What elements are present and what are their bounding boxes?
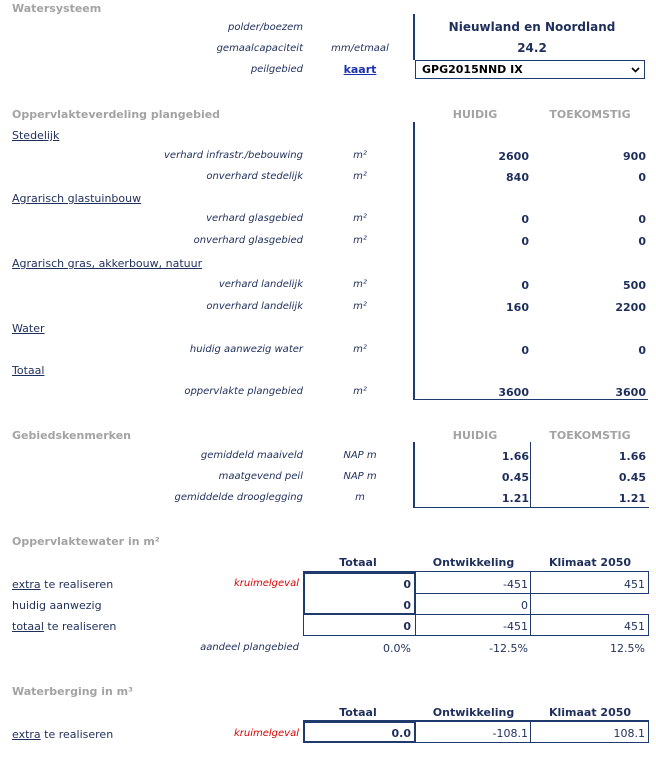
section-title-gebiedskenmerken: Gebiedskenmerken [12,429,131,442]
toekomstig-value: 3600 [615,386,646,399]
berging-extra-te-realiseren-label [12,728,113,741]
divider [530,442,531,508]
row-unit: m [355,492,365,503]
col-toekomstig: TOEKOMSTIG [549,108,631,121]
te-realiseren-word: te realiseren [40,578,114,591]
gemaal-label: gemaalcapaciteit [216,43,303,54]
peilgebied-selected-value: GPG2015NND IX [422,63,523,76]
extra-te-realiseren-label [12,578,113,591]
divider [416,593,649,594]
totaal-totaal-value: 0 [403,620,411,633]
section-title-waterberging: Waterberging in m³ [12,685,133,698]
section-title-watersysteem: Watersysteem [12,2,102,15]
divider [413,122,415,400]
te-realiseren-word: te realiseren [40,728,114,741]
huidig-value: 0 [521,279,529,292]
row-label: gemiddelde drooglegging [174,492,303,503]
row-label: gemiddeld maaiveld [200,450,303,461]
divider [648,572,649,594]
col-toekomstig: TOEKOMSTIG [549,429,631,442]
toekomstig-value: 0 [638,171,646,184]
row-label: onverhard landelijk [206,301,303,312]
totaal-word: totaal [12,620,44,633]
col-totaal: Totaal [339,556,377,569]
peilgebied-select[interactable] [415,60,645,79]
extra-totaal-value: 0 [403,578,411,591]
huidig-totaal-value: 0 [403,599,411,612]
toekomstig-value: 0 [638,344,646,357]
totaal-klimaat-value: 451 [624,620,645,633]
row-label: verhard glasgebied [206,213,303,224]
huidig-value: 0 [521,213,529,226]
col-huidig: HUIDIG [452,429,498,442]
huidig-value: 3600 [498,386,529,399]
chevron-down-icon [631,64,640,77]
category-totaal: Totaal [12,364,45,377]
col-ontwikkeling: Ontwikkeling [432,556,515,569]
kruimelgeval-label: kruimelgeval [233,578,299,589]
huidig-value: 160 [506,301,529,314]
huidig-value: 0 [521,235,529,248]
row-label: oppervlakte plangebied [184,386,303,397]
category-glastuinbouw: Agrarisch glastuinbouw [12,192,142,205]
row-unit: m² [353,150,367,161]
row-label: verhard infrastr./bebouwing [164,150,303,161]
toekomstig-value: 1.66 [618,450,646,463]
toekomstig-value: 2200 [615,301,646,314]
toekomstig-value: 900 [623,150,646,163]
row-unit: m² [353,213,367,224]
huidig-value: 1.21 [501,492,529,505]
gemaal-unit: mm/etmaal [331,43,389,54]
row-unit: NAP m [343,471,377,482]
extra-ontwikkeling-value: -451 [503,578,528,591]
toekomstig-value: 0.45 [618,471,646,484]
aandeel-totaal-value: 0.0% [383,642,411,655]
aandeel-klimaat-value: 12.5% [610,642,645,655]
berging-extra-klimaat-value: 108.1 [613,727,645,740]
row-label: huidig aanwezig water [189,344,303,355]
row-unit: m² [353,344,367,355]
row-label: verhard landelijk [218,279,303,290]
extra-word: extra [12,578,41,591]
polder-value: Nieuwland en Noordland [448,20,616,34]
row-unit: m² [353,301,367,312]
gemaal-value: 24.2 [517,41,547,55]
col-huidig: HUIDIG [452,108,498,121]
section-title-oppervlakte: Oppervlakteverdeling plangebied [12,108,221,121]
huidig-value: 0 [521,344,529,357]
extra-word: extra [12,728,41,741]
huidig-value: 2600 [498,150,529,163]
category-gras-akkerbouw-natuur: Agrarisch gras, akkerbouw, natuur [12,257,203,270]
berging-extra-ontwikkeling-value: -108.1 [492,727,528,740]
extra-klimaat-value: 451 [624,578,645,591]
category-water: Water [12,322,45,335]
toekomstig-value: 0 [638,213,646,226]
berging-extra-totaal-value: 0.0 [391,727,411,740]
polder-label: polder/boezem [228,22,303,33]
row-unit: m² [353,386,367,397]
row-label: maatgevend peil [218,471,303,482]
col-klimaat-2050: Klimaat 2050 [548,706,632,719]
row-label: onverhard stedelijk [206,171,303,182]
huidig-value: 0.45 [501,471,529,484]
col-klimaat-2050: Klimaat 2050 [548,556,632,569]
divider [413,14,415,60]
huidig-ontwikkeling-value: 0 [521,599,528,612]
huidig-value: 840 [506,171,529,184]
row-unit: m² [353,171,367,182]
kruimelgeval-label: kruimelgeval [233,728,299,739]
totaal-te-realiseren-label [12,620,116,633]
section-title-oppervlaktewater: Oppervlaktewater in m² [12,535,160,548]
toekomstig-value: 0 [638,235,646,248]
row-unit: m² [353,235,367,246]
kaart-link[interactable]: kaart [343,63,377,76]
aandeel-plangebied-label: aandeel plangebied [200,642,299,653]
totaal-ontwikkeling-value: -451 [503,620,528,633]
toekomstig-value: 500 [623,279,646,292]
divider [414,399,648,400]
toekomstig-value: 1.21 [618,492,646,505]
row-unit: m² [353,279,367,290]
row-label: onverhard glasgebied [193,235,303,246]
category-stedelijk: Stedelijk [12,129,60,142]
col-ontwikkeling: Ontwikkeling [432,706,515,719]
aandeel-ontwikkeling-value: -12.5% [489,642,528,655]
te-realiseren-word: te realiseren [43,620,117,633]
row-unit: NAP m [343,450,377,461]
huidig-aanwezig-label: huidig aanwezig [12,599,102,612]
huidig-value: 1.66 [501,450,529,463]
col-totaal: Totaal [339,706,377,719]
peilgebied-label: peilgebied [250,64,303,75]
